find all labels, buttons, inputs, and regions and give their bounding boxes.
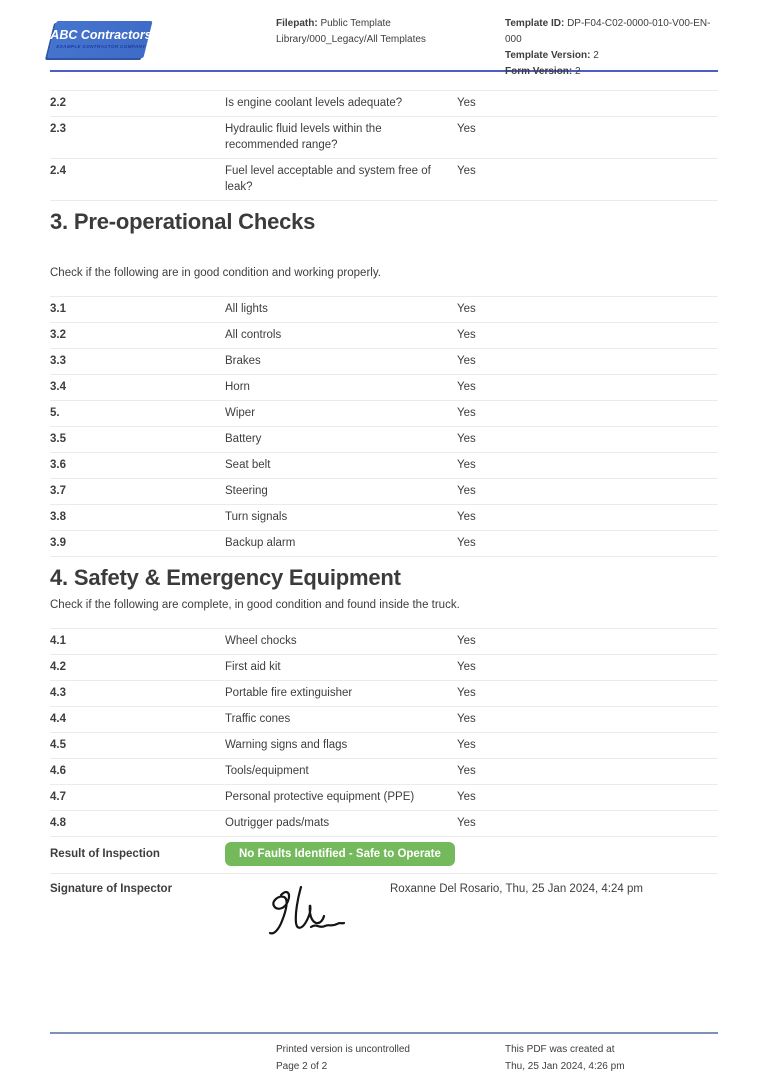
item-number: 5. bbox=[50, 407, 60, 419]
form-version-line bbox=[505, 64, 718, 80]
signature-row bbox=[50, 874, 718, 938]
item-answer: Yes bbox=[457, 329, 476, 341]
item-answer: Yes bbox=[457, 407, 476, 419]
item-question: Wiper bbox=[225, 407, 256, 419]
item-answer: Yes bbox=[457, 511, 476, 523]
item-question: Portable fire extinguisher bbox=[225, 687, 353, 699]
section-description-4: Check if the following are complete, in good condition and found inside the truck. bbox=[50, 599, 460, 611]
logo-title: ABC Contractors bbox=[50, 28, 152, 42]
item-question: Outrigger pads/mats bbox=[225, 817, 330, 829]
item-question: First aid kit bbox=[225, 661, 281, 673]
table-row bbox=[50, 297, 718, 323]
abc-contractors-logo bbox=[50, 21, 152, 58]
item-answer: Yes bbox=[457, 123, 476, 135]
filepath-value: Public Template Library/000_Legacy/All Templates bbox=[276, 18, 426, 45]
item-answer: Yes bbox=[457, 459, 476, 471]
item-answer: Yes bbox=[457, 355, 476, 367]
checklist-table-section3 bbox=[50, 296, 718, 557]
item-question: Traffic cones bbox=[225, 713, 291, 725]
inspector-signature-image bbox=[253, 883, 348, 938]
footer-divider bbox=[50, 1032, 718, 1034]
table-row bbox=[50, 117, 718, 159]
item-number: 4.2 bbox=[50, 661, 66, 673]
item-answer: Yes bbox=[457, 765, 476, 777]
table-row bbox=[50, 811, 718, 837]
item-number: 3.3 bbox=[50, 355, 66, 367]
result-label: Result of Inspection bbox=[50, 848, 160, 860]
page-number: Page 2 of 2 bbox=[276, 1061, 328, 1072]
item-number: 2.4 bbox=[50, 165, 66, 177]
template-version-line bbox=[505, 48, 718, 64]
pdf-created-label: This PDF was created at bbox=[505, 1044, 615, 1055]
form-version-label: Form Version: bbox=[505, 66, 573, 77]
template-id-value: DP-F04-C02-0000-010-V00-EN-000 bbox=[505, 18, 711, 45]
table-row bbox=[50, 733, 718, 759]
item-question: Wheel chocks bbox=[225, 635, 297, 647]
filepath-info bbox=[276, 16, 505, 48]
table-row bbox=[50, 401, 718, 427]
table-row bbox=[50, 629, 718, 655]
item-answer: Yes bbox=[457, 381, 476, 393]
template-info bbox=[505, 16, 718, 80]
item-number: 4.4 bbox=[50, 713, 66, 725]
item-question: Tools/equipment bbox=[225, 765, 309, 777]
signature-area bbox=[225, 881, 643, 938]
item-number: 3.7 bbox=[50, 485, 66, 497]
item-answer: Yes bbox=[457, 165, 476, 177]
footer-right-column bbox=[505, 1041, 718, 1075]
template-id-line bbox=[505, 16, 718, 48]
item-number: 4.3 bbox=[50, 687, 66, 699]
table-row bbox=[50, 655, 718, 681]
table-row bbox=[50, 759, 718, 785]
item-question: Seat belt bbox=[225, 459, 271, 471]
section-heading-4: 4. Safety & Emergency Equipment bbox=[50, 565, 401, 590]
result-of-inspection-row bbox=[50, 837, 718, 874]
item-number: 4.7 bbox=[50, 791, 66, 803]
item-question: Horn bbox=[225, 381, 250, 393]
checklist-table-section4 bbox=[50, 628, 718, 837]
item-number: 3.1 bbox=[50, 303, 66, 315]
logo-subtitle: EXAMPLE CONTRACTOR COMPANY bbox=[56, 44, 146, 49]
item-question: All lights bbox=[225, 303, 268, 315]
result-status-badge: No Faults Identified - Safe to Operate bbox=[225, 842, 455, 866]
item-answer: Yes bbox=[457, 791, 476, 803]
table-row bbox=[50, 785, 718, 811]
item-question: Turn signals bbox=[225, 511, 288, 523]
item-question: Steering bbox=[225, 485, 268, 497]
item-answer: Yes bbox=[457, 537, 476, 549]
item-answer: Yes bbox=[457, 485, 476, 497]
item-answer: Yes bbox=[457, 635, 476, 647]
item-number: 3.9 bbox=[50, 537, 66, 549]
item-answer: Yes bbox=[457, 433, 476, 445]
page-footer bbox=[50, 1032, 718, 1075]
item-number: 4.6 bbox=[50, 765, 66, 777]
item-answer: Yes bbox=[457, 739, 476, 751]
signed-by-text: Roxanne Del Rosario, Thu, 25 Jan 2024, 4:24 pm bbox=[390, 883, 643, 895]
filepath-label: Filepath: bbox=[276, 18, 318, 29]
template-version-label: Template Version: bbox=[505, 50, 591, 61]
table-row bbox=[50, 531, 718, 557]
table-row bbox=[50, 159, 718, 201]
item-number: 2.2 bbox=[50, 97, 66, 109]
template-id-label: Template ID: bbox=[505, 18, 565, 29]
item-question: Warning signs and flags bbox=[225, 739, 348, 751]
table-row bbox=[50, 681, 718, 707]
item-question: Brakes bbox=[225, 355, 261, 367]
item-number: 3.6 bbox=[50, 459, 66, 471]
uncontrolled-notice: Printed version is uncontrolled bbox=[276, 1044, 410, 1055]
item-number: 4.8 bbox=[50, 817, 66, 829]
page-header bbox=[50, 0, 718, 77]
item-number: 2.3 bbox=[50, 123, 66, 135]
section-description-3: Check if the following are in good condition and working properly. bbox=[50, 267, 381, 279]
item-question: Battery bbox=[225, 433, 262, 445]
table-row bbox=[50, 707, 718, 733]
item-question: Is engine coolant levels adequate? bbox=[225, 97, 403, 109]
item-number: 3.8 bbox=[50, 511, 66, 523]
table-row bbox=[50, 323, 718, 349]
item-question: Fuel level acceptable and system free of leak? bbox=[225, 165, 431, 193]
item-number: 4.5 bbox=[50, 739, 66, 751]
item-question: All controls bbox=[225, 329, 282, 341]
table-row bbox=[50, 505, 718, 531]
footer-left-column bbox=[276, 1041, 505, 1075]
section-heading-3: 3. Pre-operational Checks bbox=[50, 209, 316, 234]
item-question: Hydraulic fluid levels within the recommended range? bbox=[225, 123, 382, 151]
table-row bbox=[50, 453, 718, 479]
item-answer: Yes bbox=[457, 97, 476, 109]
item-answer: Yes bbox=[457, 713, 476, 725]
item-number: 4.1 bbox=[50, 635, 66, 647]
table-row bbox=[50, 427, 718, 453]
item-answer: Yes bbox=[457, 303, 476, 315]
table-row bbox=[50, 375, 718, 401]
item-question: Personal protective equipment (PPE) bbox=[225, 791, 415, 803]
template-version-value: 2 bbox=[593, 50, 599, 61]
item-answer: Yes bbox=[457, 817, 476, 829]
item-number: 3.5 bbox=[50, 433, 66, 445]
checklist-table-section2 bbox=[50, 90, 718, 201]
item-answer: Yes bbox=[457, 661, 476, 673]
table-row bbox=[50, 91, 718, 117]
table-row bbox=[50, 349, 718, 375]
signature-label: Signature of Inspector bbox=[50, 883, 173, 895]
item-question: Backup alarm bbox=[225, 537, 296, 549]
item-answer: Yes bbox=[457, 687, 476, 699]
table-row bbox=[50, 479, 718, 505]
pdf-created-timestamp: Thu, 25 Jan 2024, 4:26 pm bbox=[505, 1061, 625, 1072]
item-number: 3.4 bbox=[50, 381, 66, 393]
form-version-value: 2 bbox=[575, 66, 581, 77]
item-number: 3.2 bbox=[50, 329, 66, 341]
